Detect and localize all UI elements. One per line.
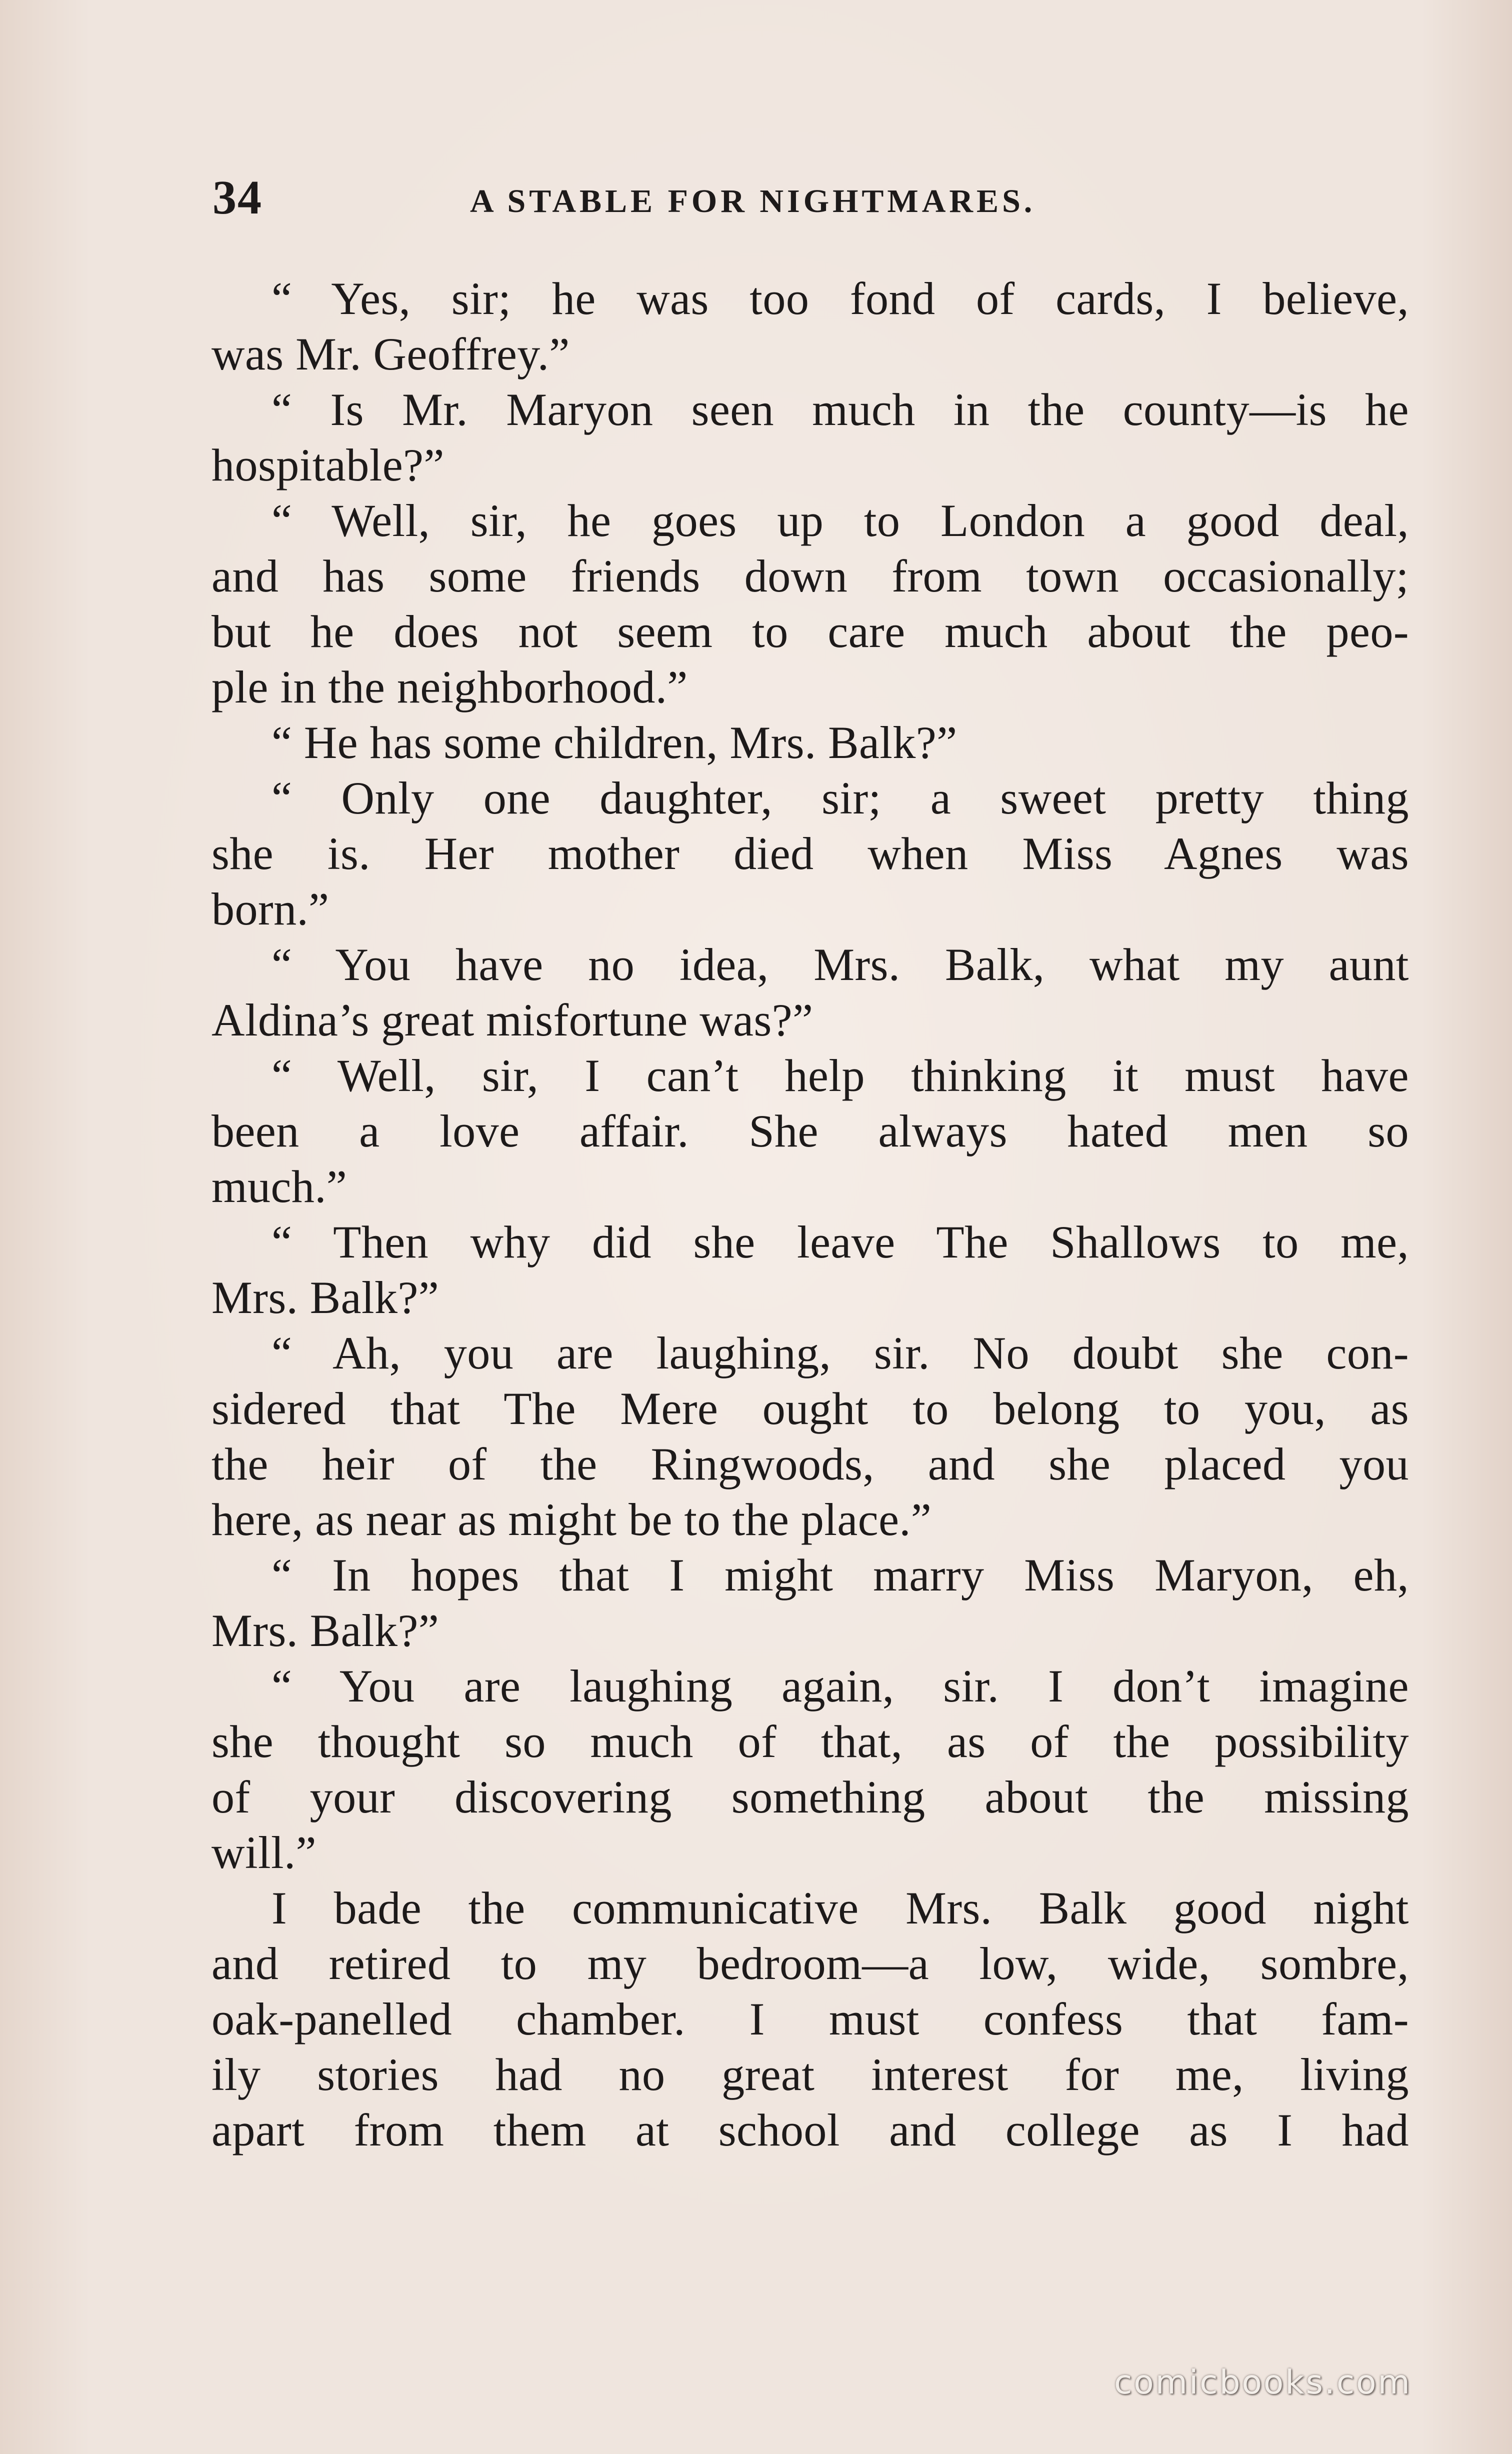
text-line: much.” [212, 1161, 348, 1212]
text-line: oak-panelled chamber. I must confess that fam- [212, 1994, 1409, 2044]
text-line: “ You have no idea, Mrs. Balk, what my aunt [272, 939, 1409, 990]
text-line: “ Then why did she leave The Shallows to me, [272, 1216, 1409, 1268]
text-line: Mrs. Balk?” [212, 1605, 440, 1656]
book-title: A STABLE FOR NIGHTMARES. [470, 183, 1036, 220]
text-line: “ Well, sir, I can’t help thinking it must have [272, 1050, 1409, 1101]
text-line: of your discovering something about the missing [212, 1772, 1409, 1822]
text-line: and retired to my bedroom—a low, wide, sombre, [212, 1938, 1409, 1989]
text-line: she thought so much of that, as of the possibility [212, 1716, 1409, 1767]
text-line: “ Is Mr. Maryon seen much in the county—is he [272, 384, 1409, 435]
running-head [212, 165, 1412, 230]
text-line: and has some friends down from town occasionally; [212, 550, 1409, 602]
text-line: I bade the communicative Mrs. Balk good night [272, 1882, 1409, 1934]
text-line: “ He has some children, Mrs. Balk?” [272, 717, 958, 768]
text-line: “ Ah, you are laughing, sir. No doubt she con- [272, 1328, 1409, 1378]
text-line: “ Only one daughter, sir; a sweet pretty thing [272, 772, 1409, 824]
body-text [212, 271, 1409, 2158]
text-line: been a love affair. She always hated men so [212, 1106, 1409, 1156]
text-line: here, as near as might be to the place.” [212, 1494, 932, 1545]
text-line: but he does not seem to care much about the peo- [212, 606, 1409, 657]
text-line: hospitable?” [212, 440, 444, 490]
text-line: will.” [212, 1827, 316, 1878]
text-line: apart from them at school and college as I had [212, 2104, 1409, 2156]
text-line: ily stories had no great interest for me, living [212, 2049, 1409, 2100]
text-line: Mrs. Balk?” [212, 1272, 440, 1323]
text-line: Aldina’s great misfortune was?” [212, 994, 814, 1046]
text-line: born.” [212, 884, 330, 934]
page-number: 34 [212, 170, 262, 224]
text-line: ple in the neighborhood.” [212, 662, 688, 712]
text-line: “ You are laughing again, sir. I don’t imagine [272, 1660, 1409, 1712]
text-line: “ In hopes that I might marry Miss Maryon, eh, [272, 1550, 1409, 1600]
text-line: sidered that The Mere ought to belong to you, as [212, 1383, 1409, 1434]
text-line: she is. Her mother died when Miss Agnes was [212, 828, 1409, 879]
text-line: was Mr. Geoffrey.” [212, 328, 570, 380]
watermark: comicbooks.com [1114, 2363, 1412, 2402]
text-line: “ Well, sir, he goes up to London a good deal, [272, 495, 1409, 546]
text-line: “ Yes, sir; he was too fond of cards, I believe, [272, 273, 1409, 324]
text-line: the heir of the Ringwoods, and she placed you [212, 1438, 1409, 1490]
